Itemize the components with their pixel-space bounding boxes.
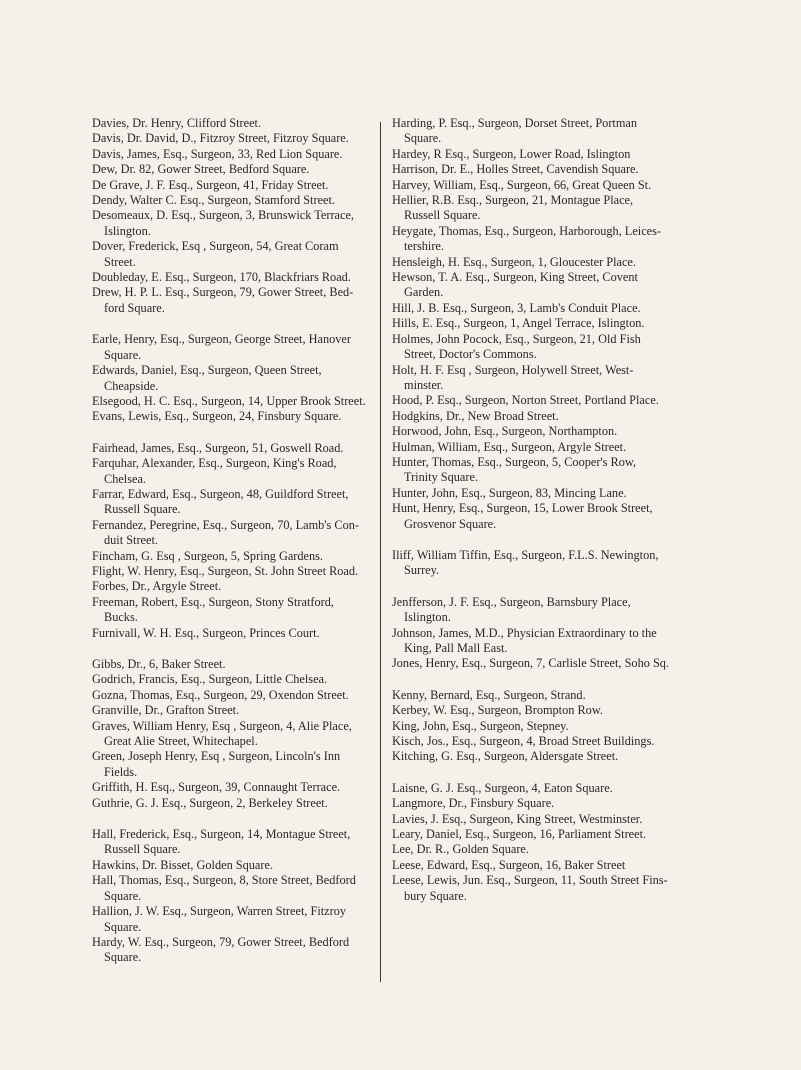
directory-entry: Hunter, John, Esq., Surgeon, 83, Mincing Lane.: [392, 485, 627, 500]
entry-group: [392, 548, 672, 579]
directory-entry: Fernandez, Peregrine, Esq., Surgeon, 70, Lamb's Con-duit Street.: [92, 517, 360, 548]
directory-entry: Davis, Dr. David, D., Fitzroy Street, Fitzroy Square.: [92, 131, 349, 146]
directory-entry: Gibbs, Dr., 6, Baker Street.: [92, 657, 226, 671]
directory-entry: Leary, Daniel, Esq., Surgeon, 16, Parliament Street.: [392, 827, 647, 842]
directory-entry: Farquhar, Alexander, Esq., Surgeon, King's Road, Chelsea.: [92, 456, 337, 486]
directory-entry: Earle, Henry, Esq., Surgeon, George Street, Hanover Square.: [92, 332, 351, 362]
entry-group: [392, 781, 672, 904]
directory-entry: Heygate, Thomas, Esq., Surgeon, Harborough, Leices-tershire.: [392, 223, 661, 254]
directory-entry: Fincham, G. Esq , Surgeon, 5, Spring Gardens.: [92, 548, 324, 563]
directory-entry: Lee, Dr. R., Golden Square.: [392, 842, 529, 857]
entry-group: [92, 441, 370, 641]
directory-entry: Desomeaux, D. Esq., Surgeon, 3, Brunswick Terrace, Islington.: [92, 208, 354, 238]
directory-entry: Holmes, John Pocock, Esq., Surgeon, 21, Old Fish Street, Doctor's Commons.: [392, 331, 641, 362]
left-column: [92, 116, 370, 982]
directory-entry: Dover, Frederick, Esq , Surgeon, 54, Great Coram Street.: [92, 239, 339, 269]
directory-entry: Iliff, William Tiffin, Esq., Surgeon, F.L.S. Newington, Surrey.: [392, 547, 659, 578]
directory-entry: Drew, H. P. L. Esq., Surgeon, 79, Gower Street, Bed-ford Square.: [92, 285, 354, 315]
directory-entry: Hallion, J. W. Esq., Surgeon, Warren Street, Fitzroy Square.: [92, 904, 347, 934]
directory-entry: Furnivall, W. H. Esq., Surgeon, Princes Court.: [92, 625, 320, 640]
directory-entry: Evans, Lewis, Esq., Surgeon, 24, Finsbury Square.: [92, 409, 342, 424]
directory-entry: Davies, Dr. Henry, Clifford Street.: [92, 116, 262, 130]
directory-entry: Hodgkins, Dr., New Broad Street.: [392, 408, 559, 423]
directory-entry: Leese, Lewis, Jun. Esq., Surgeon, 11, South Street Fins-bury Square.: [392, 873, 668, 903]
directory-entry: Dendy, Walter C. Esq., Surgeon, Stamford Street.: [92, 193, 335, 208]
entry-group: [92, 116, 370, 316]
directory-entry: Godrich, Francis, Esq., Surgeon, Little Chelsea.: [92, 672, 328, 687]
directory-entry: Hardey, R Esq., Surgeon, Lower Road, Islington: [392, 146, 631, 161]
directory-entry: Hall, Thomas, Esq., Surgeon, 8, Store Street, Bedford Square.: [92, 873, 356, 903]
directory-entry: Elsegood, H. C. Esq., Surgeon, 14, Upper Brook Street.: [92, 393, 366, 408]
entry-group: [392, 116, 672, 532]
directory-entry: Kenny, Bernard, Esq., Surgeon, Strand.: [392, 687, 586, 702]
directory-entry: Jenfferson, J. F. Esq., Surgeon, Barnsbury Place, Islington.: [392, 594, 631, 625]
directory-entry: Holt, H. F. Esq , Surgeon, Holywell Street, West-minster.: [392, 362, 634, 392]
directory-entry: Hawkins, Dr. Bisset, Golden Square.: [92, 857, 274, 872]
directory-entry: Hills, E. Esq., Surgeon, 1, Angel Terrace, Islington.: [392, 316, 645, 331]
directory-entry: Hunt, Henry, Esq., Surgeon, 15, Lower Brook Street, Grosvenor Square.: [392, 501, 653, 531]
directory-entry: Laisne, G. J. Esq., Surgeon, 4, Eaton Square.: [392, 780, 613, 795]
entry-group: [392, 595, 672, 672]
directory-entry: Hood, P. Esq., Surgeon, Norton Street, Portland Place.: [392, 393, 659, 408]
column-divider: [380, 122, 381, 982]
directory-entry: Fairhead, James, Esq., Surgeon, 51, Goswell Road.: [92, 440, 344, 455]
directory-entry: Harrison, Dr. E., Holles Street, Cavendish Square.: [392, 162, 639, 177]
directory-entry: Jones, Henry, Esq., Surgeon, 7, Carlisle Street, Soho Sq.: [392, 656, 670, 671]
directory-entry: De Grave, J. F. Esq., Surgeon, 41, Friday Street.: [92, 177, 329, 192]
directory-entry: Green, Joseph Henry, Esq , Surgeon, Lincoln's Inn Fields.: [92, 749, 341, 779]
directory-entry: Kisch, Jos., Esq., Surgeon, 4, Broad Street Buildings.: [392, 734, 655, 749]
directory-entry: Flight, W. Henry, Esq., Surgeon, St. John Street Road.: [92, 563, 359, 578]
right-column: [392, 116, 672, 920]
directory-entry: Hulman, William, Esq., Surgeon, Argyle Street.: [392, 439, 627, 454]
directory-entry: Davis, James, Esq., Surgeon, 33, Red Lion Square.: [92, 146, 343, 161]
directory-entry: Graves, William Henry, Esq , Surgeon, 4, Alie Place, Great Alie Street, Whitechapel.: [92, 718, 352, 749]
directory-entry: Dew, Dr. 82, Gower Street, Bedford Square.: [92, 162, 310, 177]
directory-entry: Harvey, William, Esq., Surgeon, 66, Great Queen St.: [392, 177, 652, 192]
directory-entry: Farrar, Edward, Esq., Surgeon, 48, Guildford Street, Russell Square.: [92, 486, 349, 517]
directory-entry: Harding, P. Esq., Surgeon, Dorset Street, Portman Square.: [392, 116, 638, 146]
directory-entry: Kitching, G. Esq., Surgeon, Aldersgate Street.: [392, 749, 619, 764]
directory-entry: Hardy, W. Esq., Surgeon, 79, Gower Street, Bedford Square.: [92, 934, 350, 965]
directory-entry: Lavies, J. Esq., Surgeon, King Street, Westminster.: [392, 811, 643, 826]
entry-group: [92, 332, 370, 424]
directory-entry: Leese, Edward, Esq., Surgeon, 16, Baker Street: [392, 857, 626, 872]
directory-entry: Edwards, Daniel, Esq., Surgeon, Queen Street, Cheapside.: [92, 363, 322, 393]
directory-entry: Doubleday, E. Esq., Surgeon, 170, Blackfriars Road.: [92, 270, 351, 285]
entry-group: [92, 827, 370, 966]
directory-entry: Griffith, H. Esq., Surgeon, 39, Connaught Terrace.: [92, 780, 341, 795]
directory-entry: Granville, Dr., Grafton Street.: [92, 703, 240, 718]
directory-entry: Hellier, R.B. Esq., Surgeon, 21, Montague Place, Russell Square.: [392, 193, 634, 223]
directory-entry: Forbes, Dr., Argyle Street.: [92, 579, 222, 594]
directory-entry: King, John, Esq., Surgeon, Stepney.: [392, 718, 569, 733]
entry-group: [92, 657, 370, 811]
directory-entry: Horwood, John, Esq., Surgeon, Northampton.: [392, 424, 618, 439]
directory-entry: Hensleigh, H. Esq., Surgeon, 1, Gloucester Place.: [392, 254, 636, 269]
directory-entry: Gozna, Thomas, Esq., Surgeon, 29, Oxendon Street.: [92, 687, 349, 702]
directory-entry: Hall, Frederick, Esq., Surgeon, 14, Montague Street, Russell Square.: [92, 827, 351, 857]
directory-entry: Johnson, James, M.D., Physician Extraordinary to the King, Pall Mall East.: [392, 625, 657, 655]
directory-entry: Hewson, T. A. Esq., Surgeon, King Street, Covent Garden.: [392, 270, 638, 300]
directory-entry: Hill, J. B. Esq., Surgeon, 3, Lamb's Conduit Place.: [392, 300, 641, 315]
directory-entry: Guthrie, G. J. Esq., Surgeon, 2, Berkeley Street.: [92, 795, 328, 810]
directory-entry: Langmore, Dr., Finsbury Square.: [392, 796, 555, 811]
entry-group: [392, 688, 672, 765]
directory-entry: Hunter, Thomas, Esq., Surgeon, 5, Cooper's Row, Trinity Square.: [392, 454, 637, 485]
directory-entry: Freeman, Robert, Esq., Surgeon, Stony Stratford, Bucks.: [92, 594, 334, 625]
directory-entry: Kerbey, W. Esq., Surgeon, Brompton Row.: [392, 703, 603, 718]
